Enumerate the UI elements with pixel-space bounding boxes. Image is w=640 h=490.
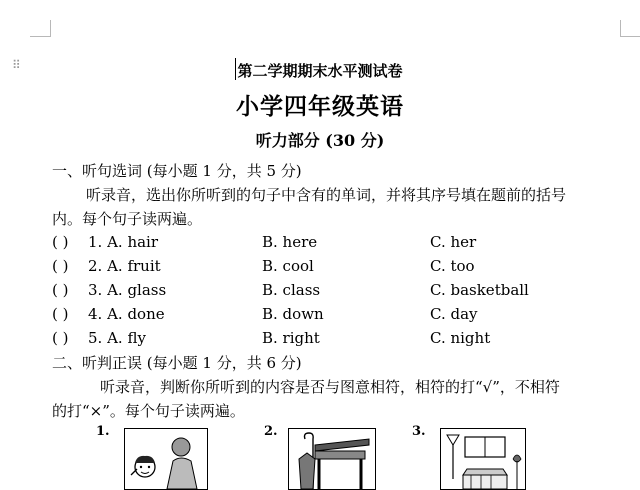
exam-title: 第二学期期末水平测试卷	[237, 62, 403, 80]
answer-bracket[interactable]: ( )	[52, 233, 69, 251]
option-c: C. too	[430, 257, 475, 275]
question-row-4	[52, 305, 612, 327]
option-a: 5. A. fly	[88, 329, 146, 347]
answer-bracket[interactable]: ( )	[52, 257, 69, 275]
picture-room-window	[440, 428, 526, 490]
exam-subject-title: 小学四年级英语	[236, 93, 404, 120]
answer-bracket[interactable]: ( )	[52, 281, 69, 299]
crop-mark-top-right	[620, 20, 640, 37]
question-row-1	[52, 233, 612, 255]
option-c: C. day	[430, 305, 478, 323]
picture-children-talking	[124, 428, 208, 490]
section2-instruction-line1: 听录音，判断你所听到的内容是否与图意相符，相符的打“√”，不相符	[100, 378, 560, 396]
section1-instruction-line1: 听录音，选出你所听到的句子中含有的单词，并将其序号填在题前的括号	[86, 186, 567, 204]
picture-label-2: 2.	[264, 424, 278, 439]
option-a: 1. A. hair	[88, 233, 159, 251]
listening-part-title: 听力部分 (30 分)	[255, 131, 385, 150]
option-a: 3. A. glass	[88, 281, 167, 299]
section1-heading: 一、听句选词 (每小题 1 分，共 5 分)	[52, 162, 302, 180]
section2-heading: 二、听判正误 (每小题 1 分，共 6 分)	[52, 354, 302, 372]
crop-mark-top-left	[30, 20, 51, 37]
option-b: B. here	[262, 233, 318, 251]
option-a: 4. A. done	[88, 305, 165, 323]
option-c: C. basketball	[430, 281, 529, 299]
picture-label-1: 1.	[96, 424, 110, 439]
option-b: B. down	[262, 305, 324, 323]
option-b: B. cool	[262, 257, 314, 275]
option-b: B. right	[262, 329, 320, 347]
drag-handle-icon[interactable]: ⠿	[12, 58, 21, 72]
picture-umbrella-desk	[288, 428, 376, 490]
question-row-3	[52, 281, 612, 303]
answer-bracket[interactable]: ( )	[52, 305, 69, 323]
section2-instruction-line2: 的打“×”。每个句子读两遍。	[52, 402, 245, 420]
option-c: C. night	[430, 329, 491, 347]
section1-instruction-line2: 内。每个句子读两遍。	[52, 210, 203, 228]
question-row-2	[52, 257, 612, 279]
option-a: 2. A. fruit	[88, 257, 161, 275]
option-c: C. her	[430, 233, 477, 251]
option-b: B. class	[262, 281, 321, 299]
picture-label-3: 3.	[412, 424, 426, 439]
answer-bracket[interactable]: ( )	[52, 329, 69, 347]
question-row-5	[52, 329, 612, 351]
